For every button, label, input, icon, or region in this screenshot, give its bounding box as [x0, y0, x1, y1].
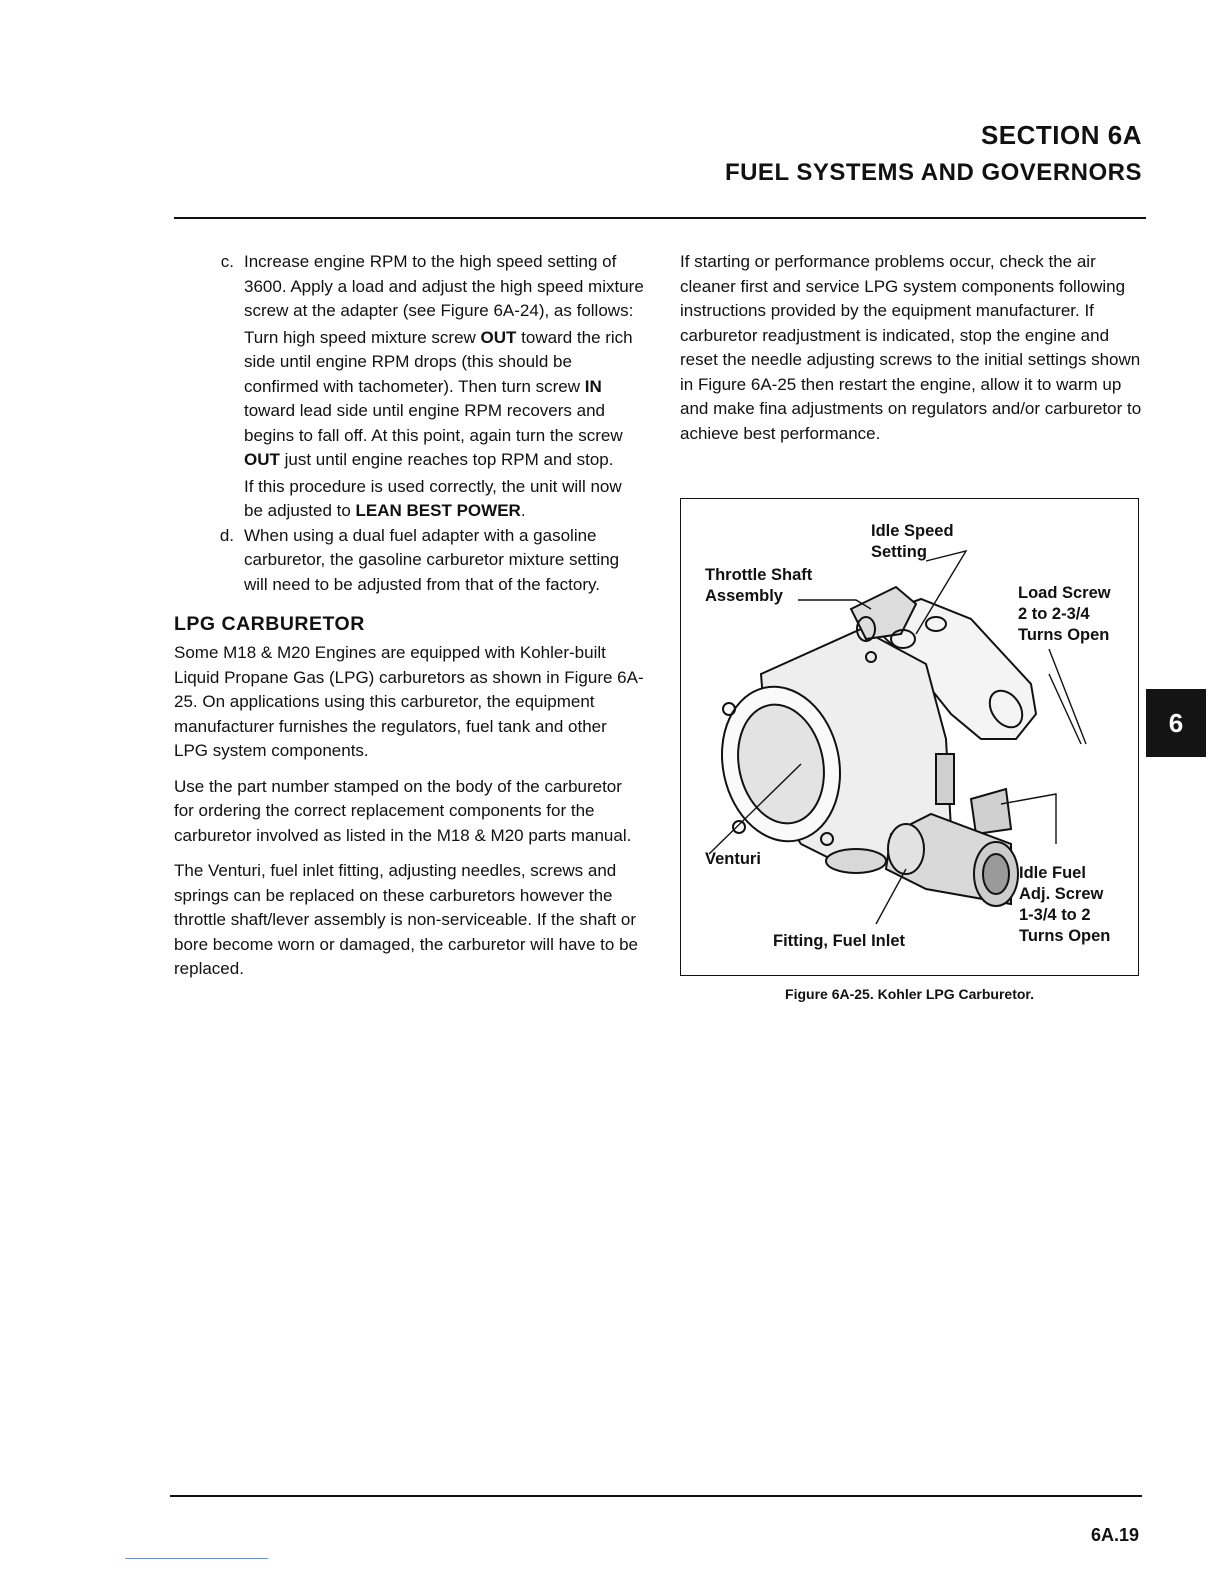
callout-throttle-shaft: Throttle Shaft Assembly	[705, 566, 813, 605]
footer-link-underline	[125, 1558, 268, 1559]
list-marker: c.	[220, 252, 234, 271]
keyword-in: IN	[584, 376, 602, 396]
keyword-lean-best-power: LEAN BEST POWER	[355, 501, 521, 520]
section-heading: LPG CARBURETOR	[174, 613, 365, 635]
figure-6a-25	[680, 498, 1139, 976]
keyword-out: OUT	[244, 450, 280, 469]
page-number: 6A.19	[1090, 1525, 1139, 1545]
paragraph: Use the part number stamped on the body of the carburetor for ordering the correct replacement components for the carburetor involved as listed in the M18 & M20 parts manual.	[174, 776, 632, 845]
adjustment-steps: Turn high speed mixture screw OUT toward the rich side until engine RPM drops (this should be confirmed with tachometer). Then turn screw IN toward lead side until engine RPM recovers and begins to fall off. At this point, again turn the screw OUT just until engine reaches top RPM and stop.	[244, 327, 633, 469]
header-rule	[174, 217, 1146, 219]
figure-caption: Figure 6A-25. Kohler LPG Carburetor.	[785, 986, 1034, 1002]
procedure-note: If this procedure is used correctly, the unit will now be adjusted to LEAN BEST POWER.	[244, 476, 622, 520]
list-item-text: When using a dual fuel adapter with a gasoline carburetor, the gasoline carburetor mixture setting will need to be adjusted from that of the factory.	[244, 525, 620, 594]
callout-venturi: Venturi	[705, 850, 761, 868]
page-header	[725, 116, 1142, 192]
right-column	[680, 250, 1145, 457]
section-number: SECTION 6A	[980, 120, 1142, 150]
paragraph: Some M18 & M20 Engines are equipped with Kohler-built Liquid Propane Gas (LPG) carburetors as shown in Figure 6A-25. On applications using this carburetor, the equipment manufacturer furnishes the regulators, fuel tank and other LPG system components.	[174, 643, 644, 760]
footer-rule	[170, 1495, 1142, 1497]
callout-load-screw: Load Screw 2 to 2-3/4 Turns Open	[1018, 584, 1111, 644]
left-column	[174, 250, 644, 993]
section-title: FUEL SYSTEMS AND GOVERNORS	[724, 159, 1142, 186]
paragraph: If starting or performance problems occur, check the air cleaner first and service LPG system components following instructions provided by the equipment manufacturer. If carburetor readjustment is indicated, stop the engine and reset the needle adjusting screws to the initial settings shown in Figure 6A-25 then restart the engine, allow it to warm up and make fina adjustments on regulators and/or carburetor to achieve best performance.	[680, 252, 1142, 443]
list-item-text: Increase engine RPM to the high speed setting of 3600. Apply a load and adjust the high speed mixture screw at the adapter (see Figure 6A-24), as follows:	[244, 252, 644, 320]
list-marker: d.	[219, 525, 234, 545]
paragraph: The Venturi, fuel inlet fitting, adjusting needles, screws and springs can be replaced on these carburetors however the throttle shaft/lever assembly is non-serviceable. If the shaft or bore become worn or damaged, the carburetor will have to be replaced.	[174, 861, 638, 978]
keyword-out: OUT	[480, 327, 517, 347]
list-item-c	[174, 250, 644, 324]
callout-idle-speed: Idle Speed Setting	[871, 522, 954, 561]
section-tab: 6	[1146, 689, 1206, 757]
callout-idle-fuel: Idle Fuel Adj. Screw 1-3/4 to 2 Turns Open	[1019, 864, 1111, 945]
callout-fitting-fuel-inlet: Fitting, Fuel Inlet	[773, 932, 905, 950]
list-item-d	[174, 524, 644, 598]
